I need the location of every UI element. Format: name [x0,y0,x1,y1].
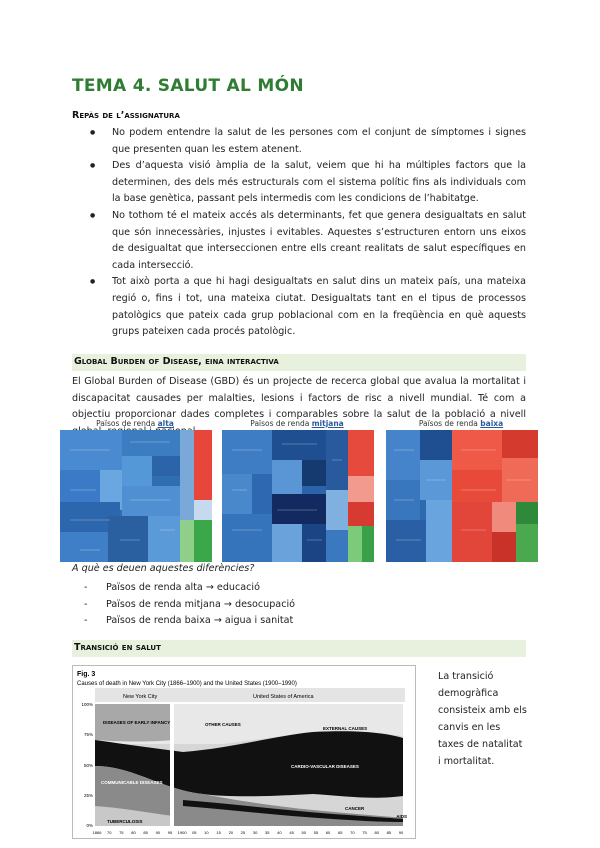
y-tick: 25% [83,793,93,798]
x-tick: 70 [106,830,112,835]
section-heading-gbd: Global Burden of Disease, eina interactiva [74,356,279,367]
page-title: TEMA 4. SALUT AL MÓN [72,76,304,96]
label-early-infancy: DISEASES OF EARLY INFANCY [103,720,171,725]
x-tick: 95 [167,830,173,835]
transicio-side-text: La transició demogràfica consisteix amb els canvis en les taxes de natalitat i mortalitat. [438,671,527,767]
x-tick: 25 [240,830,246,835]
x-tick: 30 [252,830,258,835]
section-heading-transicio: Transició en salut [74,642,161,653]
x-tick: 85 [386,830,392,835]
x-tick: 70 [350,830,355,835]
label-cardiovascular: CARDIO-VASCULAR DISEASES [291,764,359,769]
x-tick: 60 [325,830,331,835]
answer-item: - Països de renda alta → educació [84,580,295,597]
x-tick: 35 [264,830,270,835]
region-right-label: United States of America [253,694,314,700]
figure-causes-of-death [72,665,416,839]
x-tick: 75 [119,830,124,835]
y-tick: 75% [83,732,93,737]
x-tick: 55 [313,830,319,835]
answers-list [84,580,295,630]
y-tick: 100% [81,702,93,707]
answer-item: - Països de renda baixa → aigua i sanitat [84,613,295,630]
figure-label: Fig. 3 [77,671,96,678]
x-tick: 80 [131,830,136,835]
x-tick: 10 [204,830,209,835]
x-tick: 85 [143,830,148,835]
y-tick: 0% [86,823,93,828]
x-tick: 40 [277,830,282,835]
treemap-high-income-graphic [60,430,212,562]
y-tick: 50% [83,763,93,768]
label-aids: AIDS [396,814,407,819]
bullet-item: ● No tothom té el mateix accés als determinants, fet que genera desigualtats en salut que són innecessàries, injustes i evitables. Aquestes s’estructuren entorn uns eixos de desigualtat que interseccionen entre ells creant realitats de salut específiques en cada intersecció. [80,208,526,274]
treemap-low-income [386,418,536,562]
answer-item: - Països de renda mitjana → desocupació [84,597,295,614]
treemap-middle-income [222,418,372,562]
label-tuberculosis: TUBERCULOSIS [107,819,143,824]
bullet-item: ● No podem entendre la salut de les persones com el conjunt de símptomes i signes que presenten quan les estem atenent. [80,125,526,158]
label-other-causes: OTHER CAUSES [205,722,241,727]
bullet-item: ● Tot això porta a que hi hagi desigualtats en salut dins un mateix país, una mateixa regió o, fins i tot, una mateixa ciutat. Desigualtats tant en el tipus de processos patològics que pateix cada grup poblacional com en la freqüència en què aquests grups pateixen cada procés patològic. [80,274,526,340]
figure-caption: Causes of death in New York City (1866–1900) and the United States (1900–1990) [77,681,297,687]
x-tick: 45 [289,830,294,835]
section-heading-repas: Repàs de l’assignatura [72,110,180,121]
x-tick: 15 [216,830,221,835]
treemap-caption: Països de renda baixa [418,419,504,428]
x-tick: 20 [228,830,234,835]
x-tick: 80 [374,830,379,835]
x-tick: 65 [337,830,343,835]
treemap-caption: Països de renda alta [96,419,174,428]
section-bar-transicio [72,640,526,657]
section-bar-gbd [72,354,526,371]
label-external-causes: EXTERNAL CAUSES [323,726,368,731]
label-cancer: CANCER [345,806,365,811]
x-tick: 05 [192,830,197,835]
x-tick: 50 [301,830,306,835]
treemap-middle-income-graphic [222,430,374,562]
gbd-paragraph: El Global Burden of Disease (GBD) és un projecte de recerca global que avalua la mortalitat i discapacitat causades per malalties, lesions i factors de risc a nivell mundial. Té com a objectiu proporcionar dades completes i comparables sobre la salut de la població a nivell [72,376,526,421]
x-tick: 1866 [92,830,102,835]
x-tick: 90 [398,830,404,835]
x-tick: 75 [362,830,367,835]
label-communicable: COMMUNICABLE DISEASES [101,780,163,785]
region-left-label: New York City [123,694,158,700]
repas-bullet-list [80,125,526,341]
treemap-low-income-graphic [386,430,538,562]
treemap-high-income [60,418,210,562]
x-tick: 1900 [177,830,187,835]
treemap-caption: Països de renda mitjana [250,419,344,428]
x-tick: 90 [155,830,161,835]
question: A què es deuen aquestes diferències? [72,563,255,574]
bullet-item: ● Des d’aquesta visió àmplia de la salut, veiem que hi ha múltiples factors que la determinen, des dels més estructurals com el sistema polític fins als individuals com la base genètica, passant pels intermedis com les condicions de l’habitatge. [80,158,526,208]
